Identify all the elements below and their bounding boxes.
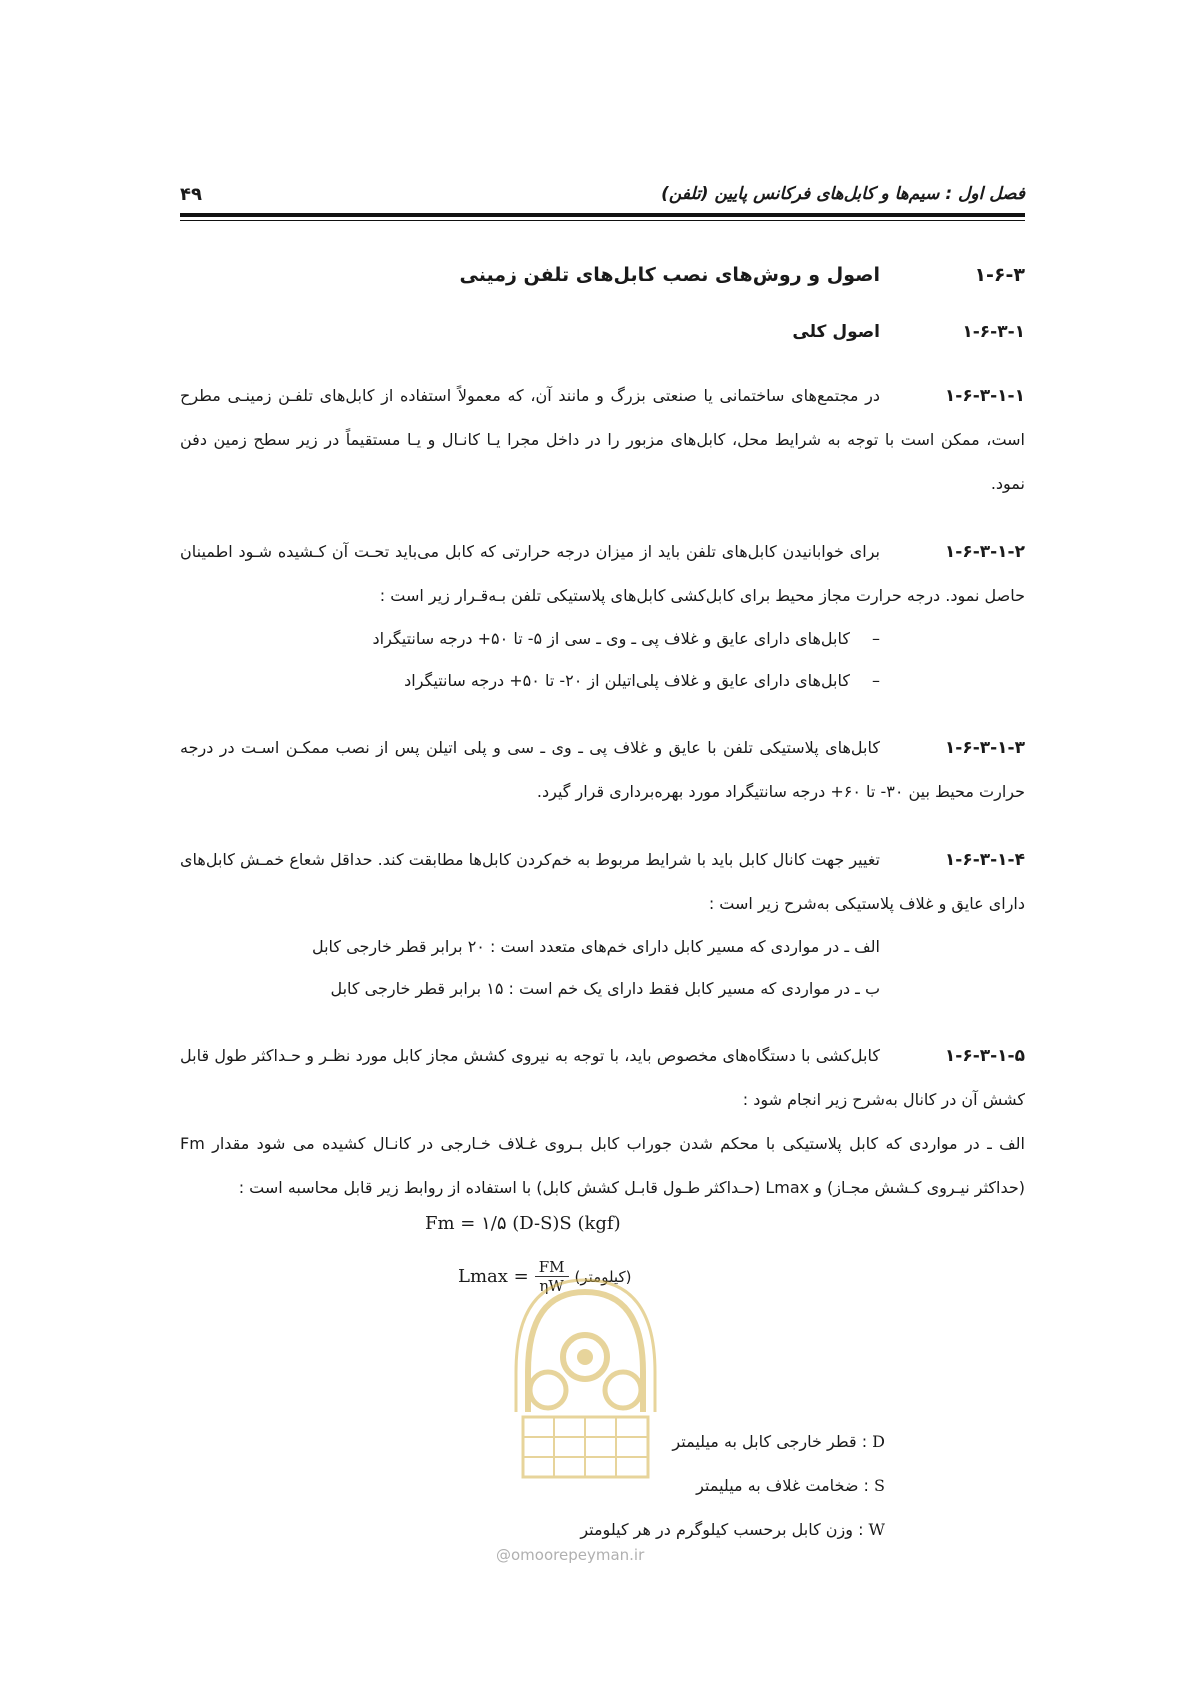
list-item: –کابل‌های دارای عایق و غلاف پلی‌اتیلن از ۲۰- تا ۵۰+ درجه سانتیگراد [404, 671, 880, 690]
page-content [180, 262, 1025, 1234]
list-item: الف ـ در مواردی که مسیر کابل دارای خم‌های متعدد است : ۲۰ برابر قطر خارجی کابل [311, 937, 880, 956]
formula-lhs: Lmax = [458, 1266, 529, 1287]
definition-s: S : ضخامت غلاف به میلیمتر [696, 1476, 885, 1495]
section-title: اصول و روش‌های نصب کابل‌های تلفن زمینی [459, 264, 880, 286]
paragraph-number: ۱-۶-۳-۱-۵ [944, 1046, 1025, 1066]
paragraph-5 [180, 1034, 1025, 1210]
section-heading [180, 262, 1025, 296]
paragraph-text: در مجتمع‌های ساختمانی یا صنعتی بزرگ و مانند آن، که معمولاً استفاده از کابل‌های تلفـن زمینـی مطرح است، ممکن است با توجه به شرایط محل، کابل‌های مزبور را در داخل مجرا یـا کانـال و یـا مستقیماً در زیر سطح زمین دفن نمود. [180, 386, 1025, 493]
definition-d: D : قطر خارجی کابل به میلیمتر [672, 1432, 885, 1451]
header-rule-thick [180, 213, 1025, 217]
list-item: ب ـ در مواردی که مسیر کابل فقط دارای یک خم است : ۱۵ برابر قطر خارجی کابل [330, 979, 880, 998]
subsection-number: ۱-۶-۳-۱ [962, 322, 1025, 342]
paragraph-text: برای خوابانیدن کابل‌های تلفن باید از میزان درجه حرارتی که کابل می‌باید تحـت آن کـشیده شـود اطمینان حاصل نمود. درجه حرارت مجاز محیط برای کابل‌کشی کابل‌های پلاستیکی تلفن بـه‌قـرار زیر است : [180, 542, 1025, 605]
fraction-denominator: ηW [539, 1277, 564, 1295]
section-number: ۱-۶-۳ [974, 264, 1025, 286]
header-rule-thin [180, 220, 1025, 221]
paragraph-number: ۱-۶-۳-۱-۴ [944, 850, 1025, 870]
paragraph-3 [180, 726, 1025, 814]
paragraph-1 [180, 374, 1025, 506]
watermark-site: @omoorepeyman.ir [496, 1546, 645, 1564]
paragraph-text: کابل‌های پلاستیکی تلفن با عایق و غلاف پی ـ وی ـ سی و پلی اتیلن پس از نصب ممکـن اسـت در درجه حرارت محیط بین ۳۰- تا ۶۰+ درجه سانتیگراد مورد بهره‌برداری قرار گیرد. [180, 738, 1025, 801]
formula-fm: Fm = ۱/۵ (D-S)S (kgf) [425, 1213, 621, 1234]
subsection-title: اصول کلی [792, 322, 880, 342]
page-number: ۴۹ [180, 184, 202, 205]
paragraph-number: ۱-۶-۳-۱-۲ [944, 542, 1025, 562]
list-item: –کابل‌های دارای عایق و غلاف پی ـ وی ـ سی از ۵- تا ۵۰+ درجه سانتیگراد [372, 629, 880, 648]
paragraph-2 [180, 530, 1025, 702]
subsection-heading [180, 322, 1025, 352]
fraction-numerator: FM [535, 1258, 569, 1277]
watermark-logo-icon [488, 1262, 683, 1497]
page-header [180, 184, 1025, 210]
definition-w: W : وزن کابل برحسب کیلوگرم در هر کیلومتر [580, 1520, 885, 1539]
paragraph-4 [180, 838, 1025, 1010]
paragraph-number: ۱-۶-۳-۱-۱ [944, 386, 1025, 406]
paragraph-number: ۱-۶-۳-۱-۳ [944, 738, 1025, 758]
paragraph-text: تغییر جهت کانال کابل باید با شرایط مربوط به خم‌کردن کابل‌ها مطابقت کند. حداقل شعاع خمـش کابل‌های دارای عایق و غلاف پلاستیکی به‌شرح زیر است : [180, 850, 1025, 913]
chapter-title: فصل اول : سیم‌ها و کابل‌های فرکانس پایین (تلفن) [661, 184, 1025, 204]
paragraph-text: کابل‌کشی با دستگاه‌های مخصوص باید، با توجه به نیروی کشش مجاز کابل مورد نظـر و حـداکثر طول قابل کشش آن در کانال به‌شرح زیر انجام شود : [180, 1046, 1025, 1109]
formula-unit: (کیلومتر) [574, 1267, 632, 1286]
item-a: الف ـ در مواردی که کابل پلاستیکی با محکم شدن جوراب کابل بـروی غـلاف خـارجی در کانـال کشیده می شود مقدار Fm (حداکثر نیـروی کـشش مجـاز) و Lmax (حـداکثر طـول قابـل کشش کابل) با استفاده از روابط زیر قابل محاسبه است : [180, 1134, 1025, 1197]
